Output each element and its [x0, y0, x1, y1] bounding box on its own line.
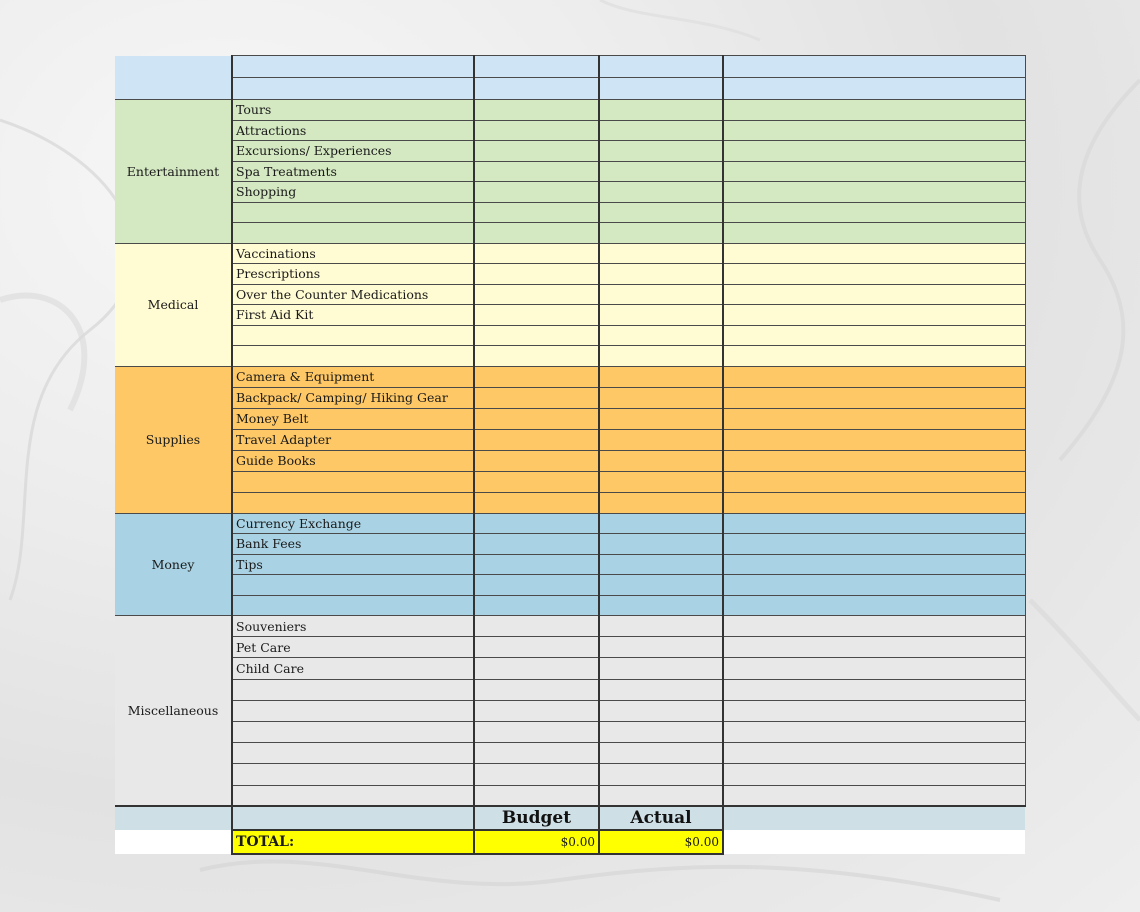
line-item-label[interactable]: [232, 721, 474, 742]
notes-cell[interactable]: [723, 346, 1025, 367]
budget-cell[interactable]: [474, 429, 599, 450]
line-item-label[interactable]: Travel Adapter: [232, 429, 474, 450]
category-label-entertainment: Entertainment: [115, 100, 232, 244]
budget-cell[interactable]: [474, 243, 599, 264]
budget-cell[interactable]: [474, 56, 599, 78]
notes-cell[interactable]: [723, 513, 1025, 534]
notes-cell[interactable]: [723, 100, 1025, 121]
actual-cell[interactable]: [599, 513, 723, 534]
budget-cell[interactable]: [474, 366, 599, 387]
notes-cell[interactable]: [723, 554, 1025, 575]
actual-cell[interactable]: [599, 700, 723, 721]
line-item-label[interactable]: Money Belt: [232, 408, 474, 429]
budget-cell[interactable]: [474, 408, 599, 429]
actual-cell[interactable]: [599, 141, 723, 162]
budget-cell[interactable]: [474, 575, 599, 596]
budget-cell[interactable]: [474, 264, 599, 285]
actual-cell[interactable]: [599, 492, 723, 513]
budget-cell[interactable]: [474, 595, 599, 616]
line-item-label[interactable]: Child Care: [232, 658, 474, 679]
total-label: TOTAL:: [232, 830, 474, 854]
budget-column-header: Budget: [474, 806, 599, 830]
total-actual-cell[interactable]: $0.00: [599, 830, 723, 854]
line-item-label[interactable]: [232, 471, 474, 492]
notes-cell[interactable]: [723, 534, 1025, 555]
notes-cell[interactable]: [723, 658, 1025, 679]
budget-cell[interactable]: [474, 700, 599, 721]
budget-cell[interactable]: [474, 471, 599, 492]
table-row: [115, 387, 1025, 408]
notes-cell[interactable]: [723, 743, 1025, 764]
actual-cell[interactable]: [599, 78, 723, 100]
budget-cell[interactable]: [474, 616, 599, 637]
table-row: [115, 450, 1025, 471]
table-row: [115, 429, 1025, 450]
budget-cell[interactable]: [474, 637, 599, 658]
line-item-label[interactable]: Currency Exchange: [232, 513, 474, 534]
actual-cell[interactable]: [599, 264, 723, 285]
line-item-label[interactable]: Spa Treatments: [232, 161, 474, 182]
line-item-label[interactable]: Guide Books: [232, 450, 474, 471]
actual-cell[interactable]: [599, 534, 723, 555]
actual-cell[interactable]: [599, 429, 723, 450]
notes-cell[interactable]: [723, 785, 1025, 806]
notes-cell[interactable]: [723, 429, 1025, 450]
actual-cell[interactable]: [599, 408, 723, 429]
line-item-label[interactable]: [232, 78, 474, 100]
line-item-label[interactable]: [232, 700, 474, 721]
line-item-label[interactable]: [232, 785, 474, 806]
table-row: [115, 120, 1025, 141]
table-row: [115, 534, 1025, 555]
actual-cell[interactable]: [599, 743, 723, 764]
line-item-label[interactable]: Shopping: [232, 182, 474, 203]
line-item-label[interactable]: Prescriptions: [232, 264, 474, 285]
line-item-label[interactable]: Pet Care: [232, 637, 474, 658]
notes-cell[interactable]: [723, 679, 1025, 700]
budget-table-body: [115, 56, 1025, 855]
line-item-label[interactable]: [232, 595, 474, 616]
budget-table: [115, 55, 1026, 855]
category-label-misc: Miscellaneous: [115, 616, 232, 807]
total-budget-cell[interactable]: $0.00: [474, 830, 599, 854]
line-item-label[interactable]: Attractions: [232, 120, 474, 141]
table-row: [115, 785, 1025, 806]
notes-cell[interactable]: [723, 764, 1025, 785]
actual-cell[interactable]: [599, 366, 723, 387]
notes-cell[interactable]: [723, 471, 1025, 492]
budget-cell[interactable]: [474, 785, 599, 806]
table-row: [115, 595, 1025, 616]
notes-cell[interactable]: [723, 575, 1025, 596]
line-item-label[interactable]: Tips: [232, 554, 474, 575]
line-item-label[interactable]: Souveniers: [232, 616, 474, 637]
category-label-medical: Medical: [115, 243, 232, 366]
actual-cell[interactable]: [599, 223, 723, 244]
budget-cell[interactable]: [474, 78, 599, 100]
budget-cell[interactable]: [474, 492, 599, 513]
actual-cell[interactable]: [599, 182, 723, 203]
line-item-label[interactable]: [232, 223, 474, 244]
table-row: [115, 182, 1025, 203]
table-row: [115, 721, 1025, 742]
notes-cell[interactable]: [723, 721, 1025, 742]
line-item-label[interactable]: [232, 764, 474, 785]
table-row: [115, 284, 1025, 305]
table-row: [115, 658, 1025, 679]
budget-cell[interactable]: [474, 223, 599, 244]
table-row: [115, 513, 1025, 534]
notes-cell[interactable]: [723, 616, 1025, 637]
notes-cell[interactable]: [723, 492, 1025, 513]
actual-cell[interactable]: [599, 346, 723, 367]
budget-cell[interactable]: [474, 450, 599, 471]
table-row: [115, 305, 1025, 326]
budget-cell[interactable]: [474, 284, 599, 305]
line-item-label[interactable]: [232, 346, 474, 367]
total-blank-notes: [723, 830, 1025, 854]
line-item-label[interactable]: Bank Fees: [232, 534, 474, 555]
actual-cell[interactable]: [599, 575, 723, 596]
table-row: [115, 346, 1025, 367]
notes-cell[interactable]: [723, 366, 1025, 387]
line-item-label[interactable]: [232, 575, 474, 596]
table-row: [115, 366, 1025, 387]
actual-cell[interactable]: [599, 100, 723, 121]
budget-cell[interactable]: [474, 743, 599, 764]
table-row: [115, 202, 1025, 223]
actual-cell[interactable]: [599, 161, 723, 182]
notes-cell[interactable]: [723, 78, 1025, 100]
total-row: [115, 830, 1025, 854]
table-row: [115, 637, 1025, 658]
notes-cell[interactable]: [723, 305, 1025, 326]
column-header-row: [115, 806, 1025, 830]
budget-cell[interactable]: [474, 161, 599, 182]
line-item-label[interactable]: [232, 56, 474, 78]
table-row: [115, 743, 1025, 764]
table-row: [115, 100, 1025, 121]
actual-cell[interactable]: [599, 202, 723, 223]
table-row: [115, 56, 1025, 78]
actual-cell[interactable]: [599, 637, 723, 658]
table-row: [115, 325, 1025, 346]
table-row: [115, 764, 1025, 785]
line-item-label[interactable]: Over the Counter Medications: [232, 284, 474, 305]
actual-cell[interactable]: [599, 679, 723, 700]
line-item-label[interactable]: Vaccinations: [232, 243, 474, 264]
actual-cell[interactable]: [599, 56, 723, 78]
notes-cell[interactable]: [723, 637, 1025, 658]
actual-cell[interactable]: [599, 595, 723, 616]
line-item-label[interactable]: [232, 679, 474, 700]
budget-cell[interactable]: [474, 182, 599, 203]
category-label-top: [115, 56, 232, 100]
line-item-label[interactable]: [232, 202, 474, 223]
actual-cell[interactable]: [599, 284, 723, 305]
line-item-label[interactable]: First Aid Kit: [232, 305, 474, 326]
budget-cell[interactable]: [474, 387, 599, 408]
table-row: [115, 575, 1025, 596]
budget-cell[interactable]: [474, 554, 599, 575]
table-row: [115, 78, 1025, 100]
budget-cell[interactable]: [474, 764, 599, 785]
actual-column-header: Actual: [599, 806, 723, 830]
budget-cell[interactable]: [474, 346, 599, 367]
notes-cell[interactable]: [723, 450, 1025, 471]
notes-cell[interactable]: [723, 325, 1025, 346]
actual-cell[interactable]: [599, 120, 723, 141]
actual-cell[interactable]: [599, 325, 723, 346]
line-item-label[interactable]: Excursions/ Experiences: [232, 141, 474, 162]
actual-cell[interactable]: [599, 471, 723, 492]
notes-cell[interactable]: [723, 223, 1025, 244]
table-row: [115, 554, 1025, 575]
line-item-label[interactable]: Camera & Equipment: [232, 366, 474, 387]
header-blank-notes: [723, 806, 1025, 830]
notes-cell[interactable]: [723, 408, 1025, 429]
budget-cell[interactable]: [474, 100, 599, 121]
notes-cell[interactable]: [723, 202, 1025, 223]
table-row: [115, 243, 1025, 264]
actual-cell[interactable]: [599, 450, 723, 471]
table-row: [115, 408, 1025, 429]
table-row: [115, 492, 1025, 513]
actual-cell[interactable]: [599, 721, 723, 742]
table-row: [115, 223, 1025, 244]
table-row: [115, 471, 1025, 492]
budget-cell[interactable]: [474, 513, 599, 534]
budget-cell[interactable]: [474, 120, 599, 141]
category-label-money: Money: [115, 513, 232, 616]
notes-cell[interactable]: [723, 120, 1025, 141]
line-item-label[interactable]: Backpack/ Camping/ Hiking Gear: [232, 387, 474, 408]
actual-cell[interactable]: [599, 554, 723, 575]
table-row: [115, 161, 1025, 182]
actual-cell[interactable]: [599, 616, 723, 637]
notes-cell[interactable]: [723, 387, 1025, 408]
notes-cell[interactable]: [723, 182, 1025, 203]
actual-cell[interactable]: [599, 387, 723, 408]
budget-cell[interactable]: [474, 141, 599, 162]
actual-cell[interactable]: [599, 764, 723, 785]
budget-cell[interactable]: [474, 534, 599, 555]
table-row: [115, 141, 1025, 162]
category-label-supplies: Supplies: [115, 366, 232, 513]
notes-cell[interactable]: [723, 284, 1025, 305]
table-row: [115, 700, 1025, 721]
table-row: [115, 616, 1025, 637]
line-item-label[interactable]: [232, 743, 474, 764]
notes-cell[interactable]: [723, 56, 1025, 78]
budget-cell[interactable]: [474, 202, 599, 223]
actual-cell[interactable]: [599, 658, 723, 679]
line-item-label[interactable]: Tours: [232, 100, 474, 121]
notes-cell[interactable]: [723, 700, 1025, 721]
actual-cell[interactable]: [599, 243, 723, 264]
notes-cell[interactable]: [723, 243, 1025, 264]
table-row: [115, 679, 1025, 700]
line-item-label[interactable]: [232, 325, 474, 346]
notes-cell[interactable]: [723, 595, 1025, 616]
actual-cell[interactable]: [599, 305, 723, 326]
actual-cell[interactable]: [599, 785, 723, 806]
budget-cell[interactable]: [474, 325, 599, 346]
table-row: [115, 264, 1025, 285]
budget-cell[interactable]: [474, 658, 599, 679]
header-blank-item: [232, 806, 474, 830]
notes-cell[interactable]: [723, 264, 1025, 285]
header-blank-category: [115, 806, 232, 830]
budget-sheet: [115, 55, 1025, 855]
notes-cell[interactable]: [723, 141, 1025, 162]
total-blank-category: [115, 830, 232, 854]
notes-cell[interactable]: [723, 161, 1025, 182]
budget-cell[interactable]: [474, 305, 599, 326]
line-item-label[interactable]: [232, 492, 474, 513]
budget-cell[interactable]: [474, 679, 599, 700]
budget-cell[interactable]: [474, 721, 599, 742]
